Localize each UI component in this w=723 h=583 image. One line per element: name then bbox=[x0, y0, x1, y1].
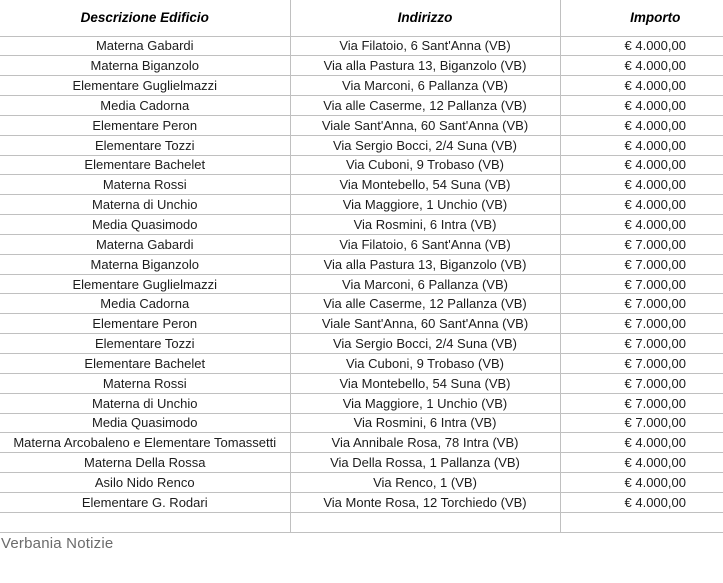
cell-indirizzo: Via Cuboni, 9 Trobaso (VB) bbox=[290, 155, 560, 175]
cell-importo: € 7.000,00 bbox=[560, 274, 723, 294]
cell-importo: € 4.000,00 bbox=[560, 115, 723, 135]
table-row bbox=[0, 36, 723, 56]
cell-descrizione-edificio: Materna Gabardi bbox=[0, 234, 290, 254]
table-row bbox=[0, 314, 723, 334]
cell-indirizzo: Via Marconi, 6 Pallanza (VB) bbox=[290, 76, 560, 96]
cell-descrizione-edificio: Media Cadorna bbox=[0, 294, 290, 314]
table-row bbox=[0, 135, 723, 155]
cell-importo: € 7.000,00 bbox=[560, 314, 723, 334]
cell-importo: € 7.000,00 bbox=[560, 254, 723, 274]
table-row bbox=[0, 96, 723, 116]
cell-descrizione-edificio: Materna Gabardi bbox=[0, 36, 290, 56]
cell-indirizzo: Via Cuboni, 9 Trobaso (VB) bbox=[290, 354, 560, 374]
table-row bbox=[0, 254, 723, 274]
table-body bbox=[0, 36, 723, 532]
cell-indirizzo: Viale Sant'Anna, 60 Sant'Anna (VB) bbox=[290, 314, 560, 334]
cell-indirizzo: Via Maggiore, 1 Unchio (VB) bbox=[290, 195, 560, 215]
cell-indirizzo: Via Della Rossa, 1 Pallanza (VB) bbox=[290, 453, 560, 473]
cell-indirizzo: Viale Sant'Anna, 60 Sant'Anna (VB) bbox=[290, 115, 560, 135]
cell-descrizione-edificio: Elementare Tozzi bbox=[0, 135, 290, 155]
table-row bbox=[0, 473, 723, 493]
cell-indirizzo: Via Maggiore, 1 Unchio (VB) bbox=[290, 393, 560, 413]
cell-descrizione-edificio: Materna di Unchio bbox=[0, 393, 290, 413]
cell-indirizzo: Via Renco, 1 (VB) bbox=[290, 473, 560, 493]
table-header-row bbox=[0, 0, 723, 36]
cell-descrizione-edificio: Materna Biganzolo bbox=[0, 56, 290, 76]
table-row bbox=[0, 492, 723, 512]
cell-indirizzo: Via Montebello, 54 Suna (VB) bbox=[290, 175, 560, 195]
column-header-indirizzo: Indirizzo bbox=[290, 0, 560, 36]
cell-importo: € 4.000,00 bbox=[560, 175, 723, 195]
cell-importo: € 7.000,00 bbox=[560, 354, 723, 374]
cell-importo: € 4.000,00 bbox=[560, 433, 723, 453]
cell-descrizione-edificio bbox=[0, 512, 290, 532]
cell-indirizzo: Via Sergio Bocci, 2/4 Suna (VB) bbox=[290, 334, 560, 354]
cell-indirizzo: Via Sergio Bocci, 2/4 Suna (VB) bbox=[290, 135, 560, 155]
cell-importo: € 4.000,00 bbox=[560, 56, 723, 76]
cell-importo: € 7.000,00 bbox=[560, 234, 723, 254]
cell-importo bbox=[560, 512, 723, 532]
cell-indirizzo: Via Marconi, 6 Pallanza (VB) bbox=[290, 274, 560, 294]
cell-importo: € 4.000,00 bbox=[560, 195, 723, 215]
table-row bbox=[0, 234, 723, 254]
cell-importo: € 4.000,00 bbox=[560, 215, 723, 235]
table-row bbox=[0, 175, 723, 195]
cell-descrizione-edificio: Materna Arcobaleno e Elementare Tomassetti bbox=[0, 433, 290, 453]
cell-descrizione-edificio: Materna di Unchio bbox=[0, 195, 290, 215]
column-header-descrizione-edificio: Descrizione Edificio bbox=[0, 0, 290, 36]
cell-descrizione-edificio: Media Quasimodo bbox=[0, 215, 290, 235]
cell-importo: € 7.000,00 bbox=[560, 373, 723, 393]
cell-indirizzo bbox=[290, 512, 560, 532]
cell-importo: € 7.000,00 bbox=[560, 334, 723, 354]
cell-importo: € 4.000,00 bbox=[560, 96, 723, 116]
cell-importo: € 4.000,00 bbox=[560, 135, 723, 155]
cell-indirizzo: Via Monte Rosa, 12 Torchiedo (VB) bbox=[290, 492, 560, 512]
table-row bbox=[0, 294, 723, 314]
cell-indirizzo: Via alla Pastura 13, Biganzolo (VB) bbox=[290, 254, 560, 274]
cell-descrizione-edificio: Materna Della Rossa bbox=[0, 453, 290, 473]
table-row bbox=[0, 373, 723, 393]
cell-indirizzo: Via alle Caserme, 12 Pallanza (VB) bbox=[290, 294, 560, 314]
cell-descrizione-edificio: Elementare Guglielmazzi bbox=[0, 274, 290, 294]
cell-descrizione-edificio: Materna Rossi bbox=[0, 373, 290, 393]
cell-descrizione-edificio: Elementare Guglielmazzi bbox=[0, 76, 290, 96]
cell-importo: € 4.000,00 bbox=[560, 76, 723, 96]
table-row bbox=[0, 393, 723, 413]
cell-importo: € 7.000,00 bbox=[560, 413, 723, 433]
cell-importo: € 4.000,00 bbox=[560, 155, 723, 175]
cell-indirizzo: Via Rosmini, 6 Intra (VB) bbox=[290, 413, 560, 433]
table-row bbox=[0, 76, 723, 96]
table-row bbox=[0, 56, 723, 76]
table-row bbox=[0, 354, 723, 374]
cell-descrizione-edificio: Elementare Bachelet bbox=[0, 155, 290, 175]
table-row bbox=[0, 115, 723, 135]
cell-indirizzo: Via Montebello, 54 Suna (VB) bbox=[290, 373, 560, 393]
table-row bbox=[0, 215, 723, 235]
table-row bbox=[0, 453, 723, 473]
cell-importo: € 4.000,00 bbox=[560, 453, 723, 473]
cell-descrizione-edificio: Materna Rossi bbox=[0, 175, 290, 195]
cell-descrizione-edificio: Asilo Nido Renco bbox=[0, 473, 290, 493]
table-row bbox=[0, 512, 723, 532]
cell-indirizzo: Via Rosmini, 6 Intra (VB) bbox=[290, 215, 560, 235]
cell-indirizzo: Via alle Caserme, 12 Pallanza (VB) bbox=[290, 96, 560, 116]
cell-descrizione-edificio: Media Cadorna bbox=[0, 96, 290, 116]
cell-descrizione-edificio: Elementare Peron bbox=[0, 314, 290, 334]
cell-descrizione-edificio: Elementare Peron bbox=[0, 115, 290, 135]
table-row bbox=[0, 334, 723, 354]
cell-indirizzo: Via Annibale Rosa, 78 Intra (VB) bbox=[290, 433, 560, 453]
cell-indirizzo: Via Filatoio, 6 Sant'Anna (VB) bbox=[290, 36, 560, 56]
table-row bbox=[0, 274, 723, 294]
table-row bbox=[0, 413, 723, 433]
cell-descrizione-edificio: Media Quasimodo bbox=[0, 413, 290, 433]
cell-indirizzo: Via Filatoio, 6 Sant'Anna (VB) bbox=[290, 234, 560, 254]
cell-descrizione-edificio: Elementare Tozzi bbox=[0, 334, 290, 354]
cell-importo: € 4.000,00 bbox=[560, 492, 723, 512]
table-row bbox=[0, 195, 723, 215]
cell-descrizione-edificio: Materna Biganzolo bbox=[0, 254, 290, 274]
cell-importo: € 7.000,00 bbox=[560, 393, 723, 413]
cell-descrizione-edificio: Elementare G. Rodari bbox=[0, 492, 290, 512]
table-row bbox=[0, 433, 723, 453]
footer-credit: Verbania Notizie bbox=[1, 534, 114, 552]
cell-indirizzo: Via alla Pastura 13, Biganzolo (VB) bbox=[290, 56, 560, 76]
cell-importo: € 4.000,00 bbox=[560, 473, 723, 493]
table-row bbox=[0, 155, 723, 175]
cell-descrizione-edificio: Elementare Bachelet bbox=[0, 354, 290, 374]
column-header-importo: Importo bbox=[560, 0, 723, 36]
cell-importo: € 4.000,00 bbox=[560, 36, 723, 56]
cell-importo: € 7.000,00 bbox=[560, 294, 723, 314]
